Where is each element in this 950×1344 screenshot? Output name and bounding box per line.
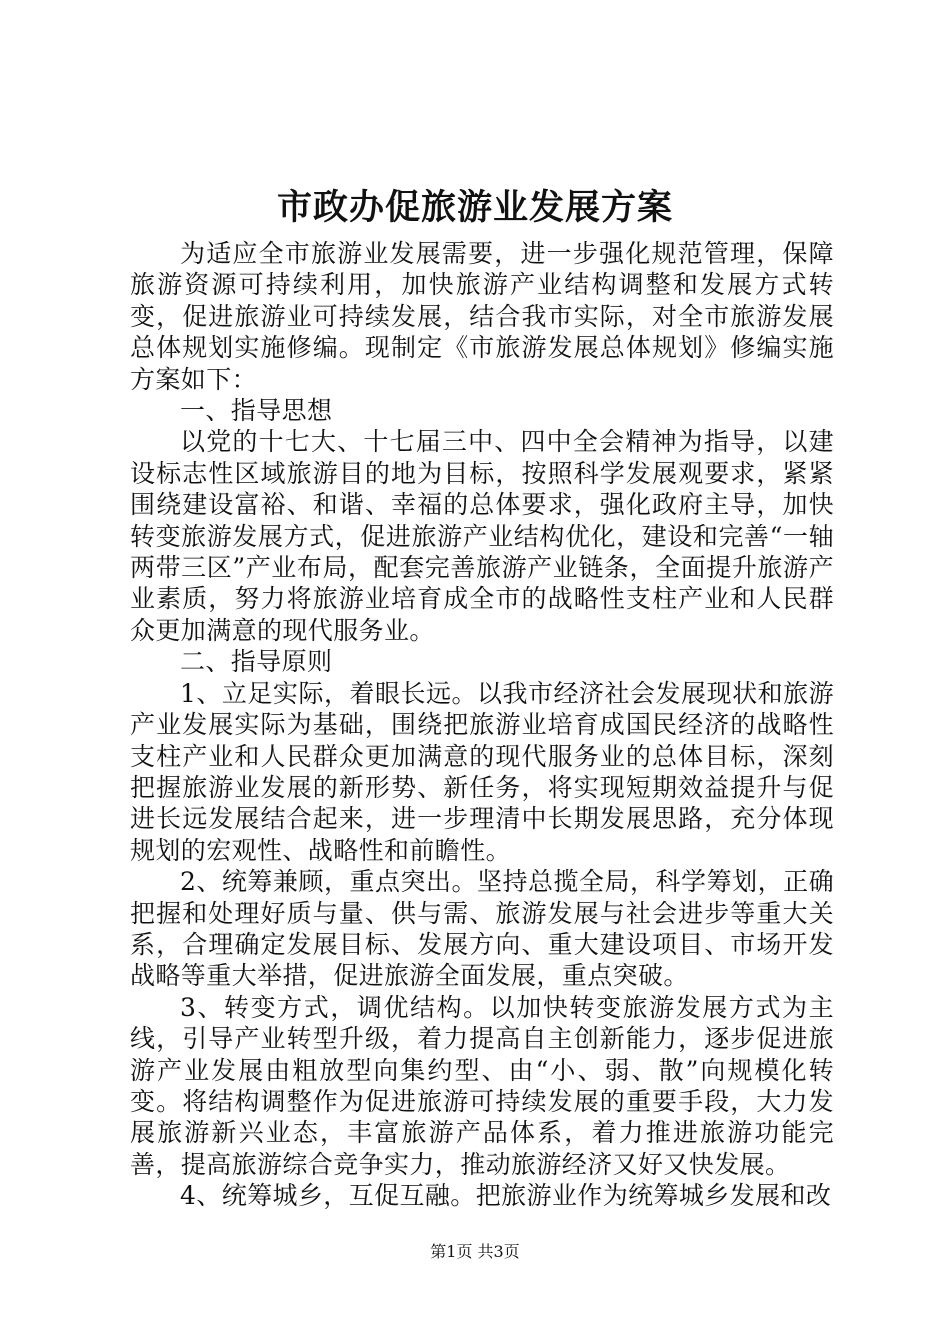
document-body — [130, 238, 834, 1212]
document-title: 市政办促旅游业发展方案 — [276, 187, 673, 228]
section-heading-guiding-principles: 二、指导原则 — [180, 647, 333, 677]
section-heading-guiding-thought: 一、指导思想 — [180, 396, 333, 426]
intro-paragraph: 为适应全市旅游业发展需要，进一步强化规范管理，保障旅游资源可持续利用，加快旅游产业结构调整和发展方式转变，促进旅游业可持续发展，结合我市实际，对全市旅游发展总体规划实施修编。现制定《市旅游发展总体规划》修编实施方案如下： — [130, 239, 834, 394]
principle-3-paragraph: 3、转变方式，调优结构。以加快转变旅游发展方式为主线，引导产业转型升级，着力提高自主创新能力，逐步促进旅游产业发展由粗放型向集约型、由“小、弱、散”向规模化转变。将结构调整作为促进旅游可持续发展的重要手段，大力发展旅游新兴业态，丰富旅游产品体系，着力推进旅游功能完善，提高旅游综合竞争实力，推动旅游经济又好又快发展。 — [130, 992, 834, 1179]
principle-1-paragraph: 1、立足实际，着眼长远。以我市经济社会发展现状和旅游产业发展实际为基础，围绕把旅游业培育成国民经济的战略性支柱产业和人民群众更加满意的现代服务业的总体目标，深刻把握旅游业发展的新形势、新任务，将实现短期效益提升与促进长远发展结合起来，进一步理清中长期发展思路，充分体现规划的宏观性、战略性和前瞻性。 — [130, 678, 834, 865]
principle-2-paragraph: 2、统筹兼顾，重点突出。坚持总揽全局，科学筹划，正确把握和处理好质与量、供与需、旅游发展与社会进步等重大关系，合理确定发展目标、发展方向、重大建设项目、市场开发战略等重大举措，促进旅游全面发展，重点突破。 — [130, 867, 834, 991]
principle-4-paragraph: 4、统筹城乡，互促互融。把旅游业作为统筹城乡发展和改 — [180, 1181, 832, 1211]
guiding-thought-paragraph: 以党的十七大、十七届三中、四中全会精神为指导，以建设标志性区域旅游目的地为目标，按照科学发展观要求，紧紧围绕建设富裕、和谐、幸福的总体要求，强化政府主导，加快转变旅游发展方式，促进旅游产业结构优化，建设和完善“一轴两带三区”产业布局，配套完善旅游产业链条，全面提升旅游产业素质，努力将旅游业培育成全市的战略性支柱产业和人民群众更加满意的现代服务业。 — [130, 427, 834, 645]
page-number-footer: 第1页 共3页 — [430, 1242, 520, 1261]
